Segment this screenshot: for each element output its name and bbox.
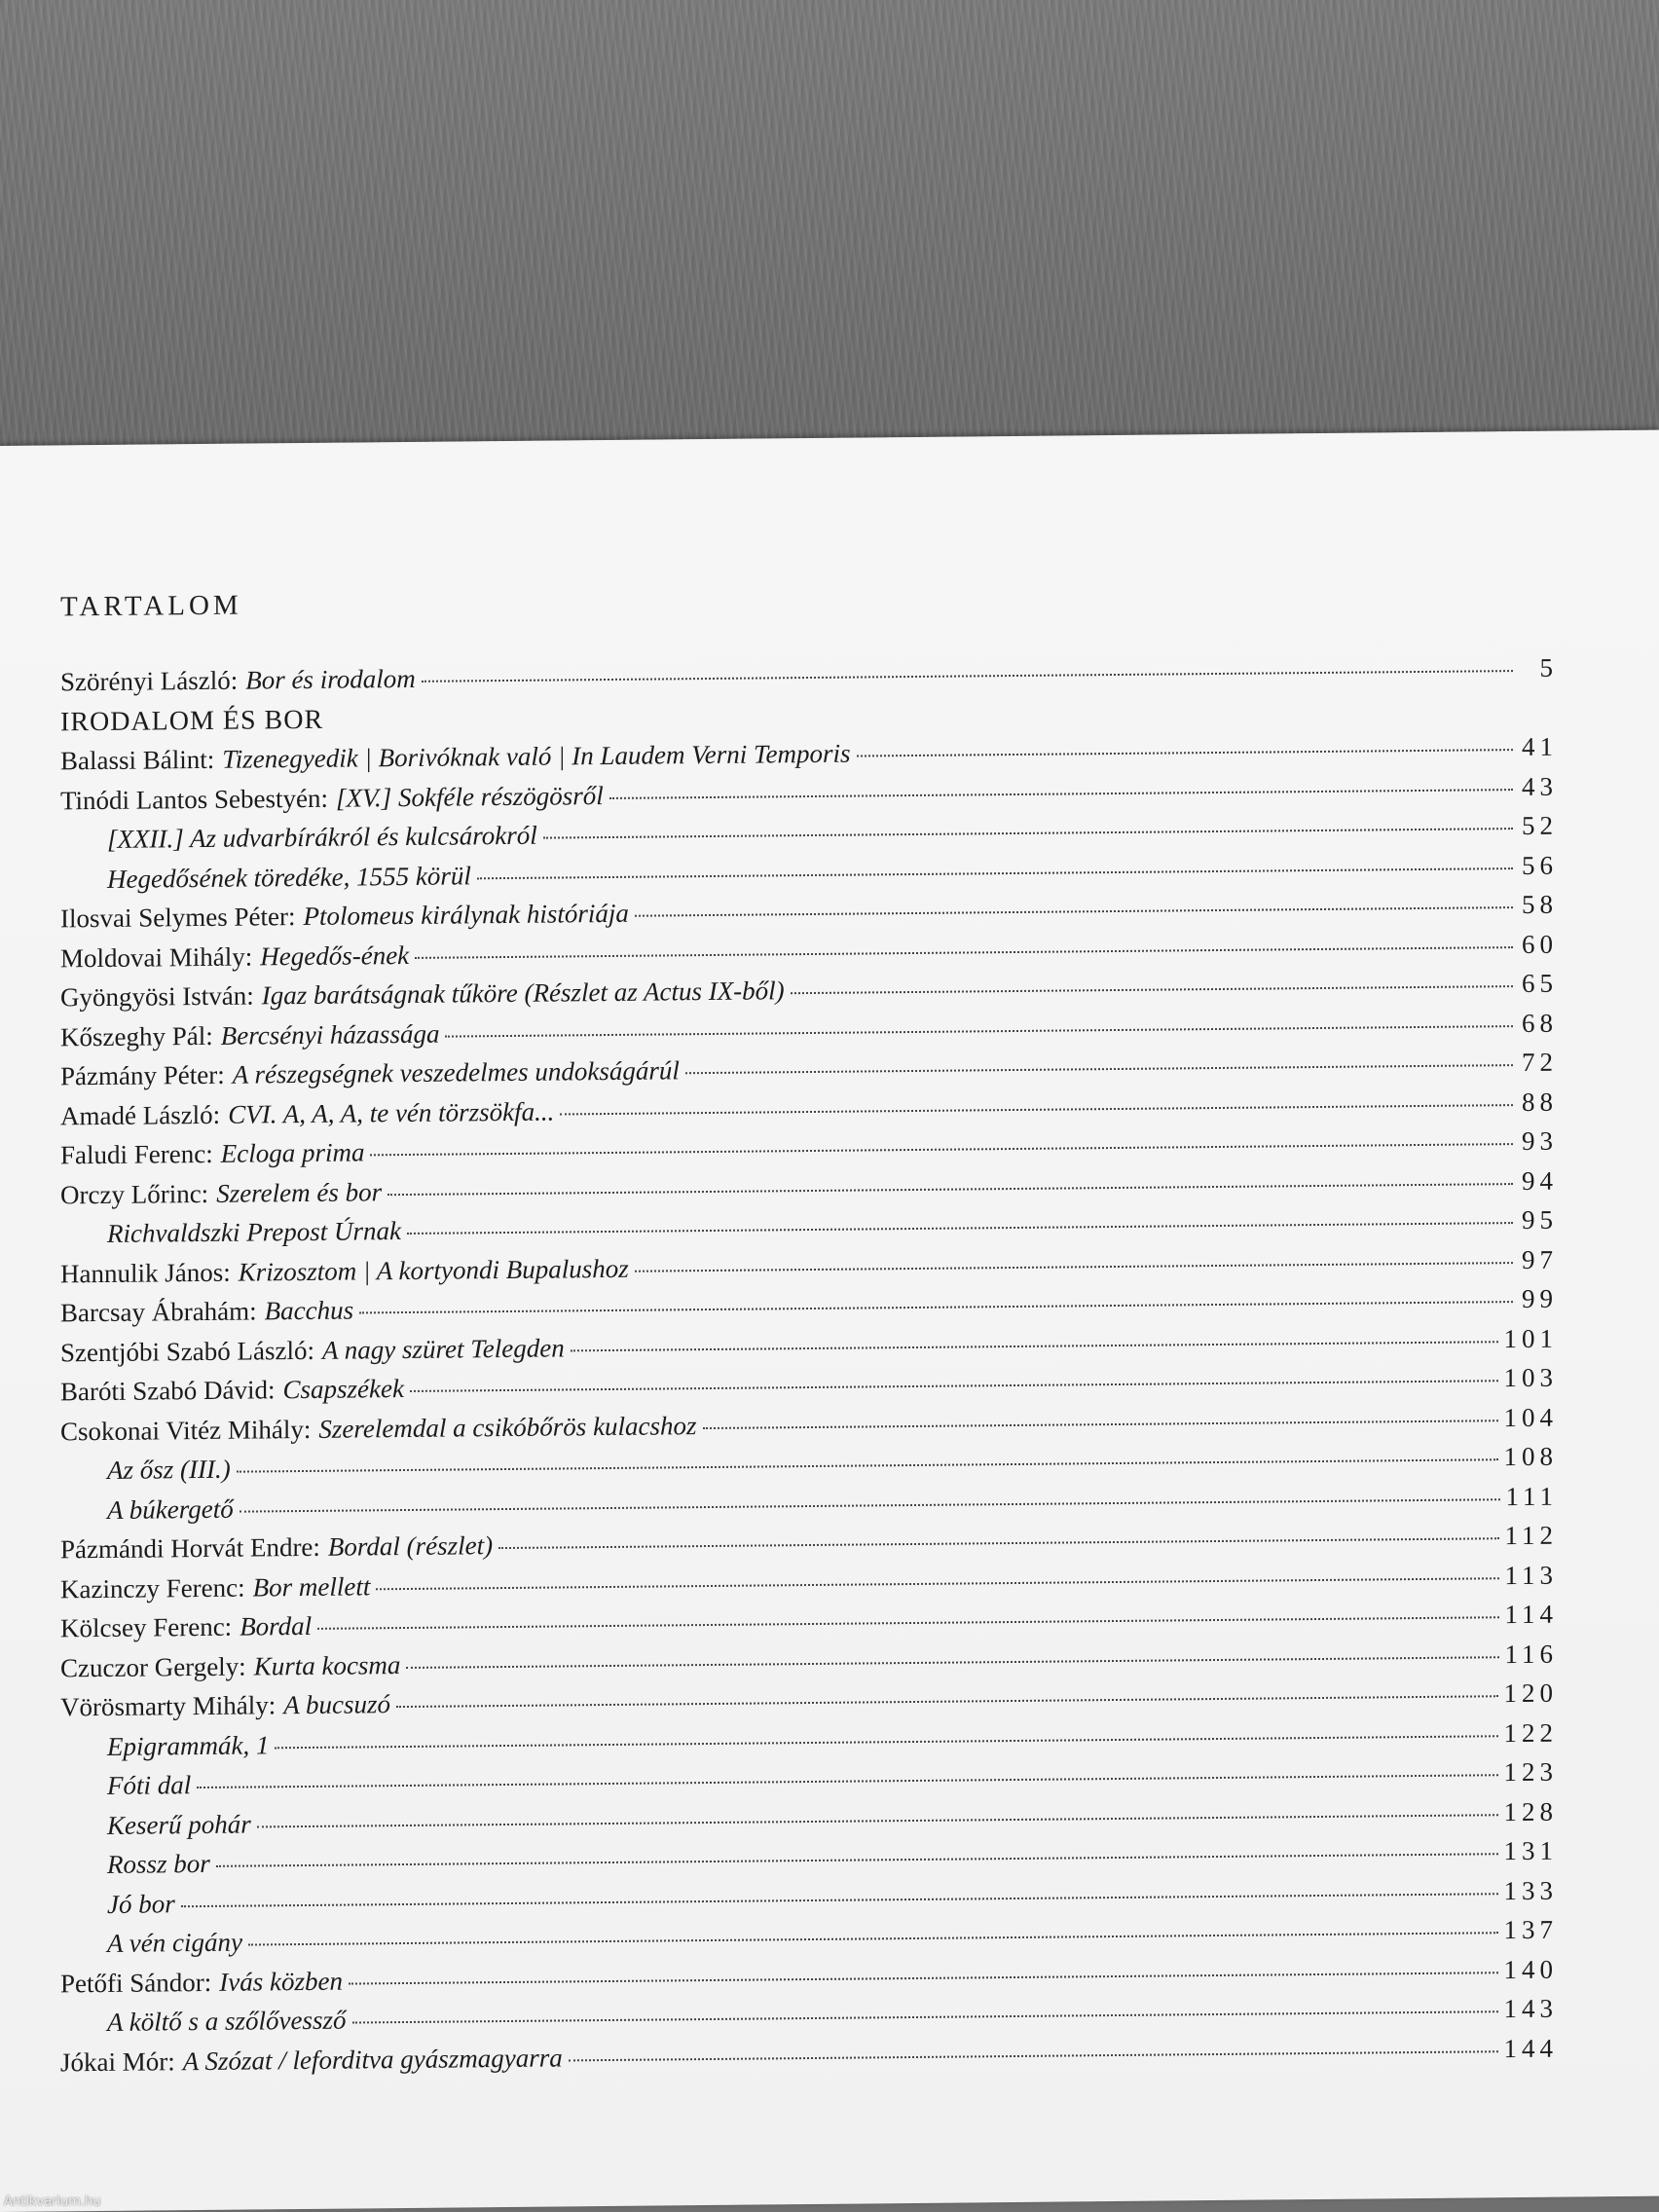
toc-author: Jókai Mór: [60, 2046, 175, 2077]
toc-author: Barcsay Ábrahám: [60, 1296, 257, 1328]
toc-entry-list [60, 732, 1558, 2087]
toc-work: A részegségnek veszedelmes undokságárúl [232, 1055, 680, 1089]
toc-work: Bercsényi házassága [220, 1018, 440, 1051]
dot-leader [791, 985, 1513, 994]
toc-page-number: 144 [1503, 2033, 1558, 2063]
toc-author: Szörényi László: [60, 665, 239, 697]
toc-author: Gyöngyösi István: [60, 980, 254, 1013]
dot-leader [317, 1616, 1498, 1630]
toc-page-number: 93 [1522, 1125, 1558, 1156]
toc-work: Bor és irodalom [245, 663, 416, 695]
toc-page-number: 88 [1522, 1087, 1558, 1117]
toc-page-number: 97 [1522, 1244, 1558, 1274]
watermark: Antikvarium.hu [4, 2194, 101, 2209]
toc-author: Petőfi Sándor: [60, 1967, 212, 1998]
toc-author: Faludi Ferenc: [60, 1138, 213, 1170]
dot-leader [181, 1893, 1498, 1907]
toc-work: A vén cigány [107, 1927, 242, 1958]
toc-work: A Szózat / leforditva gyászmagyarra [182, 2042, 563, 2076]
toc-author: Baróti Szabó Dávid: [60, 1375, 276, 1407]
toc-work: [XV.] Sokféle részögösről [336, 780, 604, 813]
toc-work: Bor mellett [252, 1570, 371, 1603]
toc-author: Amadé László: [60, 1099, 221, 1130]
dot-leader [635, 906, 1513, 917]
toc-work: CVI. A, A, A, te vén törzsökfa... [228, 1096, 555, 1129]
page-title: TARTALOM [60, 589, 242, 623]
dot-leader [349, 1972, 1498, 1984]
toc-author: Kőszeghy Pál: [60, 1020, 213, 1051]
toc-work: Az ősz (III.) [107, 1454, 231, 1485]
toc-author: Hannulik János: [60, 1257, 231, 1288]
dot-leader [410, 1380, 1498, 1392]
dot-leader [248, 1932, 1498, 1945]
toc-work: Hegedősének töredéke, 1555 körül [107, 860, 471, 894]
dot-leader [635, 1262, 1513, 1272]
toc-page-number: 120 [1503, 1677, 1558, 1709]
toc-work: [XXII.] Az udvarbírákról és kulcsárokról [107, 820, 537, 854]
toc-page-number: 52 [1522, 810, 1558, 840]
dot-leader [857, 749, 1513, 756]
toc-work: Rossz bor [107, 1848, 210, 1879]
toc-work: A nagy szüret Telegden [321, 1332, 565, 1365]
toc-author: Pázmándi Horvát Endre: [60, 1531, 320, 1565]
toc-page-number: 99 [1522, 1283, 1558, 1313]
toc-page-number: 108 [1503, 1441, 1558, 1472]
toc-work: Tizenegyedik | Borivóknak való | In Laudem Verni Temporis [222, 738, 851, 774]
toc-page-number: 5 [1539, 652, 1558, 682]
toc-author: Moldovai Mihály: [60, 941, 253, 973]
dot-leader [498, 1537, 1498, 1549]
toc-work: Bordal [240, 1610, 313, 1641]
toc-author: Vörösmarty Mihály: [60, 1690, 276, 1722]
toc-page-number: 41 [1522, 731, 1558, 761]
toc-work: Fóti dal [107, 1770, 192, 1800]
dot-leader [257, 1814, 1498, 1827]
toc-author: Ilosvai Selymes Péter: [60, 902, 296, 934]
toc-author: Kölcsey Ferenc: [60, 1611, 233, 1643]
dot-leader [703, 1419, 1498, 1429]
toc-author: Pázmány Péter: [60, 1059, 225, 1091]
dot-leader [569, 2050, 1498, 2061]
toc-page-number: 114 [1504, 1599, 1558, 1630]
toc-page-number: 128 [1503, 1796, 1558, 1826]
dot-leader [445, 1025, 1513, 1038]
toc-page-number: 111 [1505, 1481, 1558, 1511]
toc-page-number: 116 [1504, 1639, 1558, 1669]
toc-page-number: 95 [1522, 1204, 1558, 1235]
toc-page-number: 104 [1503, 1402, 1558, 1432]
toc-page-number: 43 [1522, 771, 1558, 801]
toc-work: A költő s a szőlővessző [107, 2005, 347, 2037]
toc-work: Igaz barátságnak tűköre (Részlet az Actus IX-ből) [261, 976, 785, 1011]
toc-author: Csokonai Vitéz Mihály: [60, 1414, 312, 1446]
toc-work: Szerelem és bor [216, 1176, 383, 1208]
toc-author: Balassi Bálint: [60, 744, 215, 776]
section-heading: IRODALOM ÉS BOR [60, 704, 324, 737]
toc-page-number: 143 [1503, 1993, 1558, 2024]
toc-work: Ptolomeus királynak históriája [303, 898, 629, 932]
toc-page-number: 58 [1522, 889, 1558, 919]
toc-work: Bordal (részlet) [327, 1530, 494, 1562]
toc-work: Krizosztom | A kortyondi Bupalushoz [238, 1253, 629, 1287]
toc-work: Jó bor [107, 1888, 175, 1919]
toc-work: Csapszékek [282, 1374, 404, 1405]
toc-page-number: 68 [1522, 1008, 1558, 1038]
toc-page-number: 72 [1522, 1047, 1558, 1077]
dot-leader [477, 867, 1513, 879]
toc-work: Kurta kocsma [253, 1649, 401, 1680]
dot-leader [216, 1853, 1498, 1867]
dot-leader [609, 789, 1513, 799]
toc-work: Ecloga prima [220, 1137, 365, 1168]
book-page [0, 430, 1659, 2212]
toc-page-number: 94 [1522, 1165, 1558, 1196]
toc-work: Hegedős-ének [260, 940, 410, 971]
toc-author: Tinódi Lantos Sebestyén: [60, 783, 329, 815]
dot-leader [370, 1143, 1513, 1156]
toc-author: Kazinczy Ferenc: [60, 1572, 245, 1604]
dot-leader [571, 1341, 1498, 1351]
toc-page-number: 60 [1522, 929, 1558, 959]
toc-page-number: 140 [1503, 1954, 1558, 1984]
dot-leader [376, 1577, 1498, 1590]
toc-page-number: 113 [1504, 1560, 1558, 1590]
toc-work: Szerelemdal a csikóbőrös kulacshoz [318, 1410, 697, 1444]
dot-leader [237, 1458, 1498, 1472]
toc-page-number: 137 [1503, 1914, 1558, 1945]
toc-page-number: 122 [1503, 1717, 1558, 1748]
dot-leader [197, 1774, 1497, 1788]
dot-leader [359, 1301, 1513, 1313]
dot-leader [543, 828, 1513, 839]
toc-page-number: 56 [1522, 850, 1558, 880]
dot-leader [685, 1064, 1513, 1074]
toc-work: A búkergető [107, 1493, 234, 1525]
dot-leader [240, 1498, 1500, 1512]
table-of-contents [60, 653, 1558, 2087]
toc-author: Szentjóbi Szabó László: [60, 1335, 314, 1367]
toc-work: Bacchus [264, 1295, 354, 1326]
toc-page-number: 123 [1503, 1756, 1558, 1788]
dot-leader [422, 670, 1513, 682]
toc-work: A bucsuzó [283, 1689, 390, 1720]
toc-page-number: 112 [1504, 1520, 1558, 1551]
dot-leader [275, 1735, 1497, 1749]
toc-page-number: 103 [1503, 1362, 1558, 1393]
dot-leader [352, 2010, 1498, 2023]
dot-leader [396, 1695, 1498, 1708]
toc-page-number: 65 [1522, 968, 1558, 998]
toc-page-number: 133 [1503, 1875, 1558, 1905]
toc-work: Ivás közben [219, 1966, 343, 1997]
toc-work: Richvaldszki Prepost Úrnak [107, 1216, 401, 1248]
toc-author: Czuczor Gergely: [60, 1651, 246, 1682]
wooden-table-surface [0, 0, 1659, 467]
dot-leader [387, 1183, 1513, 1196]
dot-leader [407, 1222, 1513, 1235]
toc-page-number: 131 [1503, 1835, 1558, 1866]
dot-leader [406, 1656, 1498, 1669]
toc-work: Epigrammák, 1 [107, 1729, 270, 1761]
dot-leader [415, 946, 1513, 959]
dot-leader [560, 1104, 1513, 1115]
toc-work: Keserű pohár [107, 1809, 251, 1840]
toc-page-number: 101 [1503, 1323, 1558, 1353]
toc-author: Orczy Lőrinc: [60, 1178, 209, 1209]
